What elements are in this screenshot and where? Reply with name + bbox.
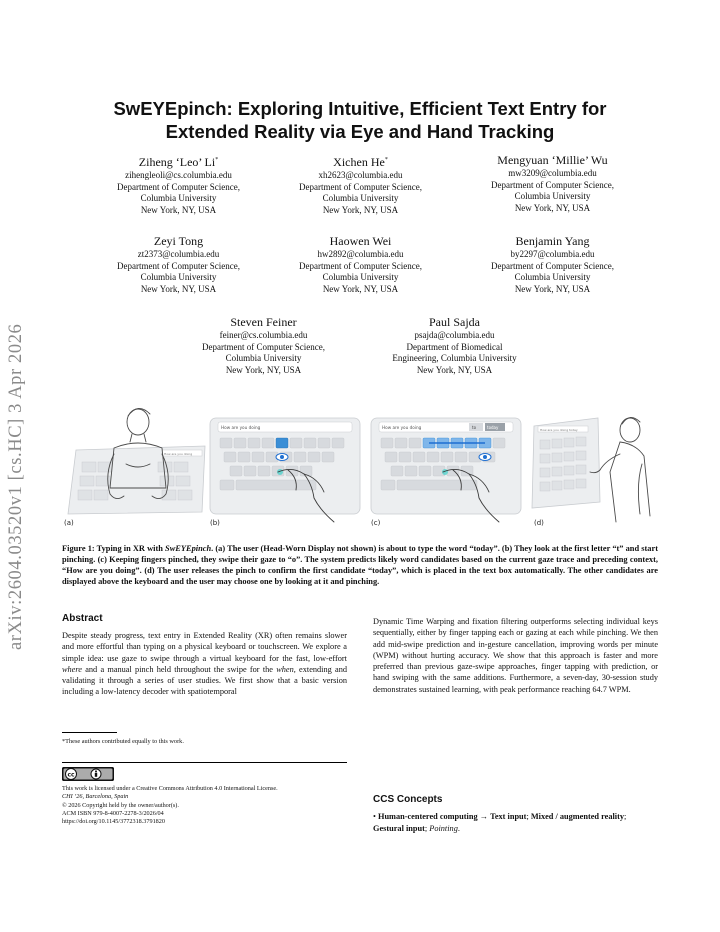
footnote: *These authors contributed equally to this work. xyxy=(62,738,184,745)
ccs-bullet: • xyxy=(373,812,376,821)
ccs-term: Pointing xyxy=(429,823,458,833)
panel-label-c: (c) xyxy=(371,519,381,527)
author-name: Zeyi Tong xyxy=(153,234,204,248)
copyright-line: © 2026 Copyright held by the owner/author(s). xyxy=(62,801,179,809)
abstract-text: and a manual pinch held throughout the swipe for the xyxy=(81,664,277,674)
abstract-emph-when: when xyxy=(276,664,294,674)
figure-panel-d xyxy=(530,404,658,530)
author-card xyxy=(171,315,356,376)
author-email: feiner@cs.columbia.edu xyxy=(219,330,308,340)
svg-text:How are you doing: How are you doing xyxy=(382,425,422,430)
caption-system-name: SwEYEpinch xyxy=(165,544,212,553)
user-confirm-illustration xyxy=(530,404,658,530)
author-location: New York, NY, USA xyxy=(416,364,493,375)
author-card xyxy=(460,234,645,295)
author-card xyxy=(86,234,271,295)
abstract-text: Despite steady progress, text entry in Extended Reality (XR) often remains slower and more effortful than typing on a physical keyboard or touchscreen. We explore a simple idea: use gaze to swipe through a virtual keyboard for the fast, low-effort xyxy=(62,631,347,663)
author-inst: Columbia University xyxy=(322,193,399,203)
teaser-figure xyxy=(62,404,658,530)
ccs-heading: CCS Concepts xyxy=(373,794,443,805)
author-dept: Department of Computer Science, xyxy=(117,181,240,192)
author-card xyxy=(362,315,547,376)
author-email: xh2623@columbia.edu xyxy=(318,170,403,180)
author-dept: Department of Computer Science, xyxy=(491,260,614,271)
ccs-concepts: • Human-centered computing → Text input; Mixed / augmented reality; Gestural input; Pointing. xyxy=(373,812,627,833)
author-email: mw3209@columbia.edu xyxy=(508,168,597,178)
abstract-emph-where: where xyxy=(62,664,82,674)
conference-info: CHI ’26, Barcelona, Spain xyxy=(62,793,129,801)
svg-text:cc: cc xyxy=(67,771,75,779)
user-sketch-illustration xyxy=(62,404,207,530)
panel-label-a: (a) xyxy=(64,519,74,527)
footnote-rule xyxy=(62,732,117,733)
title-line-1: SwEYEpinch: Exploring Intuitive, Efficient Text Entry for xyxy=(113,98,607,119)
license-rule xyxy=(62,762,347,763)
author-inst: Columbia University xyxy=(140,272,217,282)
keyboard-swipe-illustration xyxy=(369,404,527,530)
svg-text:today: today xyxy=(487,425,499,430)
author-email: by2297@columbia.edu xyxy=(510,249,595,259)
author-name: Paul Sajda xyxy=(429,315,480,329)
author-name: Steven Feiner xyxy=(230,315,297,329)
doi-link[interactable]: https://doi.org/10.1145/3772318.3791820 xyxy=(62,818,165,826)
paper-title xyxy=(60,97,660,143)
author-card xyxy=(268,153,453,216)
equal-contribution-mark: * xyxy=(384,157,388,163)
author-inst: Columbia University xyxy=(322,272,399,282)
author-email: psajda@columbia.edu xyxy=(414,330,495,340)
title-line-2: Extended Reality via Eye and Hand Tracking xyxy=(165,121,555,142)
equal-contribution-mark: * xyxy=(215,157,219,163)
author-location: New York, NY, USA xyxy=(322,283,399,294)
author-name: Mengyuan ‘Millie’ Wu xyxy=(497,153,608,167)
license-statement: This work is licensed under a Creative Commons Attribution 4.0 International License. xyxy=(62,785,278,792)
author-name: Haowen Wei xyxy=(329,234,392,248)
ccs-arrow: → xyxy=(477,812,491,821)
author-inst: Columbia University xyxy=(140,193,217,203)
ccs-term: Human-centered computing xyxy=(377,812,478,821)
figure-caption xyxy=(62,543,658,587)
panel-label-b: (b) xyxy=(210,519,220,527)
ccs-term: Text input xyxy=(490,812,527,821)
ccs-term: Mixed / augmented reality xyxy=(530,812,625,821)
cc-by-icon xyxy=(62,767,114,781)
author-inst: Engineering, Columbia University xyxy=(392,353,517,363)
ccs-term: Gestural input xyxy=(373,823,425,833)
author-email: hw2892@columbia.edu xyxy=(317,249,404,259)
figure-panel-b xyxy=(208,404,366,530)
author-card xyxy=(460,153,645,214)
abstract-heading: Abstract xyxy=(62,613,103,624)
author-card xyxy=(268,234,453,295)
svg-text:How are you doing: How are you doing xyxy=(221,425,261,430)
keyboard-gaze-illustration xyxy=(208,404,366,530)
author-name: Xichen He xyxy=(333,155,385,169)
author-location: New York, NY, USA xyxy=(225,364,302,375)
arxiv-stamp: arXiv:2604.03520v1 [cs.HC] 3 Apr 2026 xyxy=(6,323,26,650)
author-email: zt2373@columbia.edu xyxy=(137,249,220,259)
license-block xyxy=(62,785,347,826)
author-dept: Department of Computer Science, xyxy=(299,181,422,192)
author-location: New York, NY, USA xyxy=(140,283,217,294)
svg-text:How are you doing today: How are you doing today xyxy=(540,428,578,432)
svg-text:to: to xyxy=(472,425,477,430)
author-name: Benjamin Yang xyxy=(515,234,590,248)
author-card xyxy=(86,153,271,216)
svg-text:How are you doing: How are you doing xyxy=(164,452,193,456)
author-dept: Department of Biomedical xyxy=(406,341,503,352)
abstract-paragraph-right: Dynamic Time Warping and fixation filtering outperforms selecting individual keys sequentially, either by finger tapping each or gazing at each while pinching. We then add mid-swipe prediction and in-gesture cancellation, improving words per minute (WPM) without hurting accuracy. We show that this approach is faster and more preferred than previous gaze-swipe approaches, finger tapping with prediction, or hand swiping with the same additions. Furthermore, a seven-day, 30-session study demonstrates sustained learning, with peak performance reaching 64.7 WPM. xyxy=(373,617,658,694)
author-dept: Department of Computer Science, xyxy=(299,260,422,271)
figure-panel-c xyxy=(369,404,527,530)
creative-commons-badge xyxy=(62,767,114,781)
author-dept: Department of Computer Science, xyxy=(117,260,240,271)
author-location: New York, NY, USA xyxy=(514,202,591,213)
caption-lead: Figure 1: Typing in XR with xyxy=(62,544,166,553)
caption-body: . (a) The user (Head-Worn Display not shown) is about to type the word “today”. (b) They look at the first letter “t” and start pinching. (c) Keeping fingers pinched, they swipe their gaze to “o”. The system predicts likely word candidates based on the current gaze trace and preceding context, “How are you doing”. (d) The user releases the pinch to confirm the first candidate “today”, which is placed in the text box automatically. The other candidates are displayed above the keyboard and the user may choose one by looking at it and pinching. xyxy=(62,544,658,586)
author-location: New York, NY, USA xyxy=(322,204,399,215)
abstract-text: , extending and validating it through a series of user studies. We first show that a basic version including a low-latency decoder with spatiotemporal xyxy=(62,664,348,697)
abstract-paragraph-left xyxy=(62,630,347,698)
author-location: New York, NY, USA xyxy=(140,204,217,215)
author-inst: Columbia University xyxy=(514,272,591,282)
figure-panel-a xyxy=(62,404,207,530)
author-inst: Columbia University xyxy=(225,353,302,363)
author-inst: Columbia University xyxy=(514,191,591,201)
author-dept: Department of Computer Science, xyxy=(202,341,325,352)
author-location: New York, NY, USA xyxy=(514,283,591,294)
author-email: zihengleoli@cs.columbia.edu xyxy=(125,170,232,180)
author-name: Ziheng ‘Leo’ Li xyxy=(138,155,216,169)
author-dept: Department of Computer Science, xyxy=(491,179,614,190)
panel-label-d: (d) xyxy=(534,519,544,527)
isbn-line: ACM ISBN 979-8-4007-2278-3/2026/04 xyxy=(62,809,164,817)
